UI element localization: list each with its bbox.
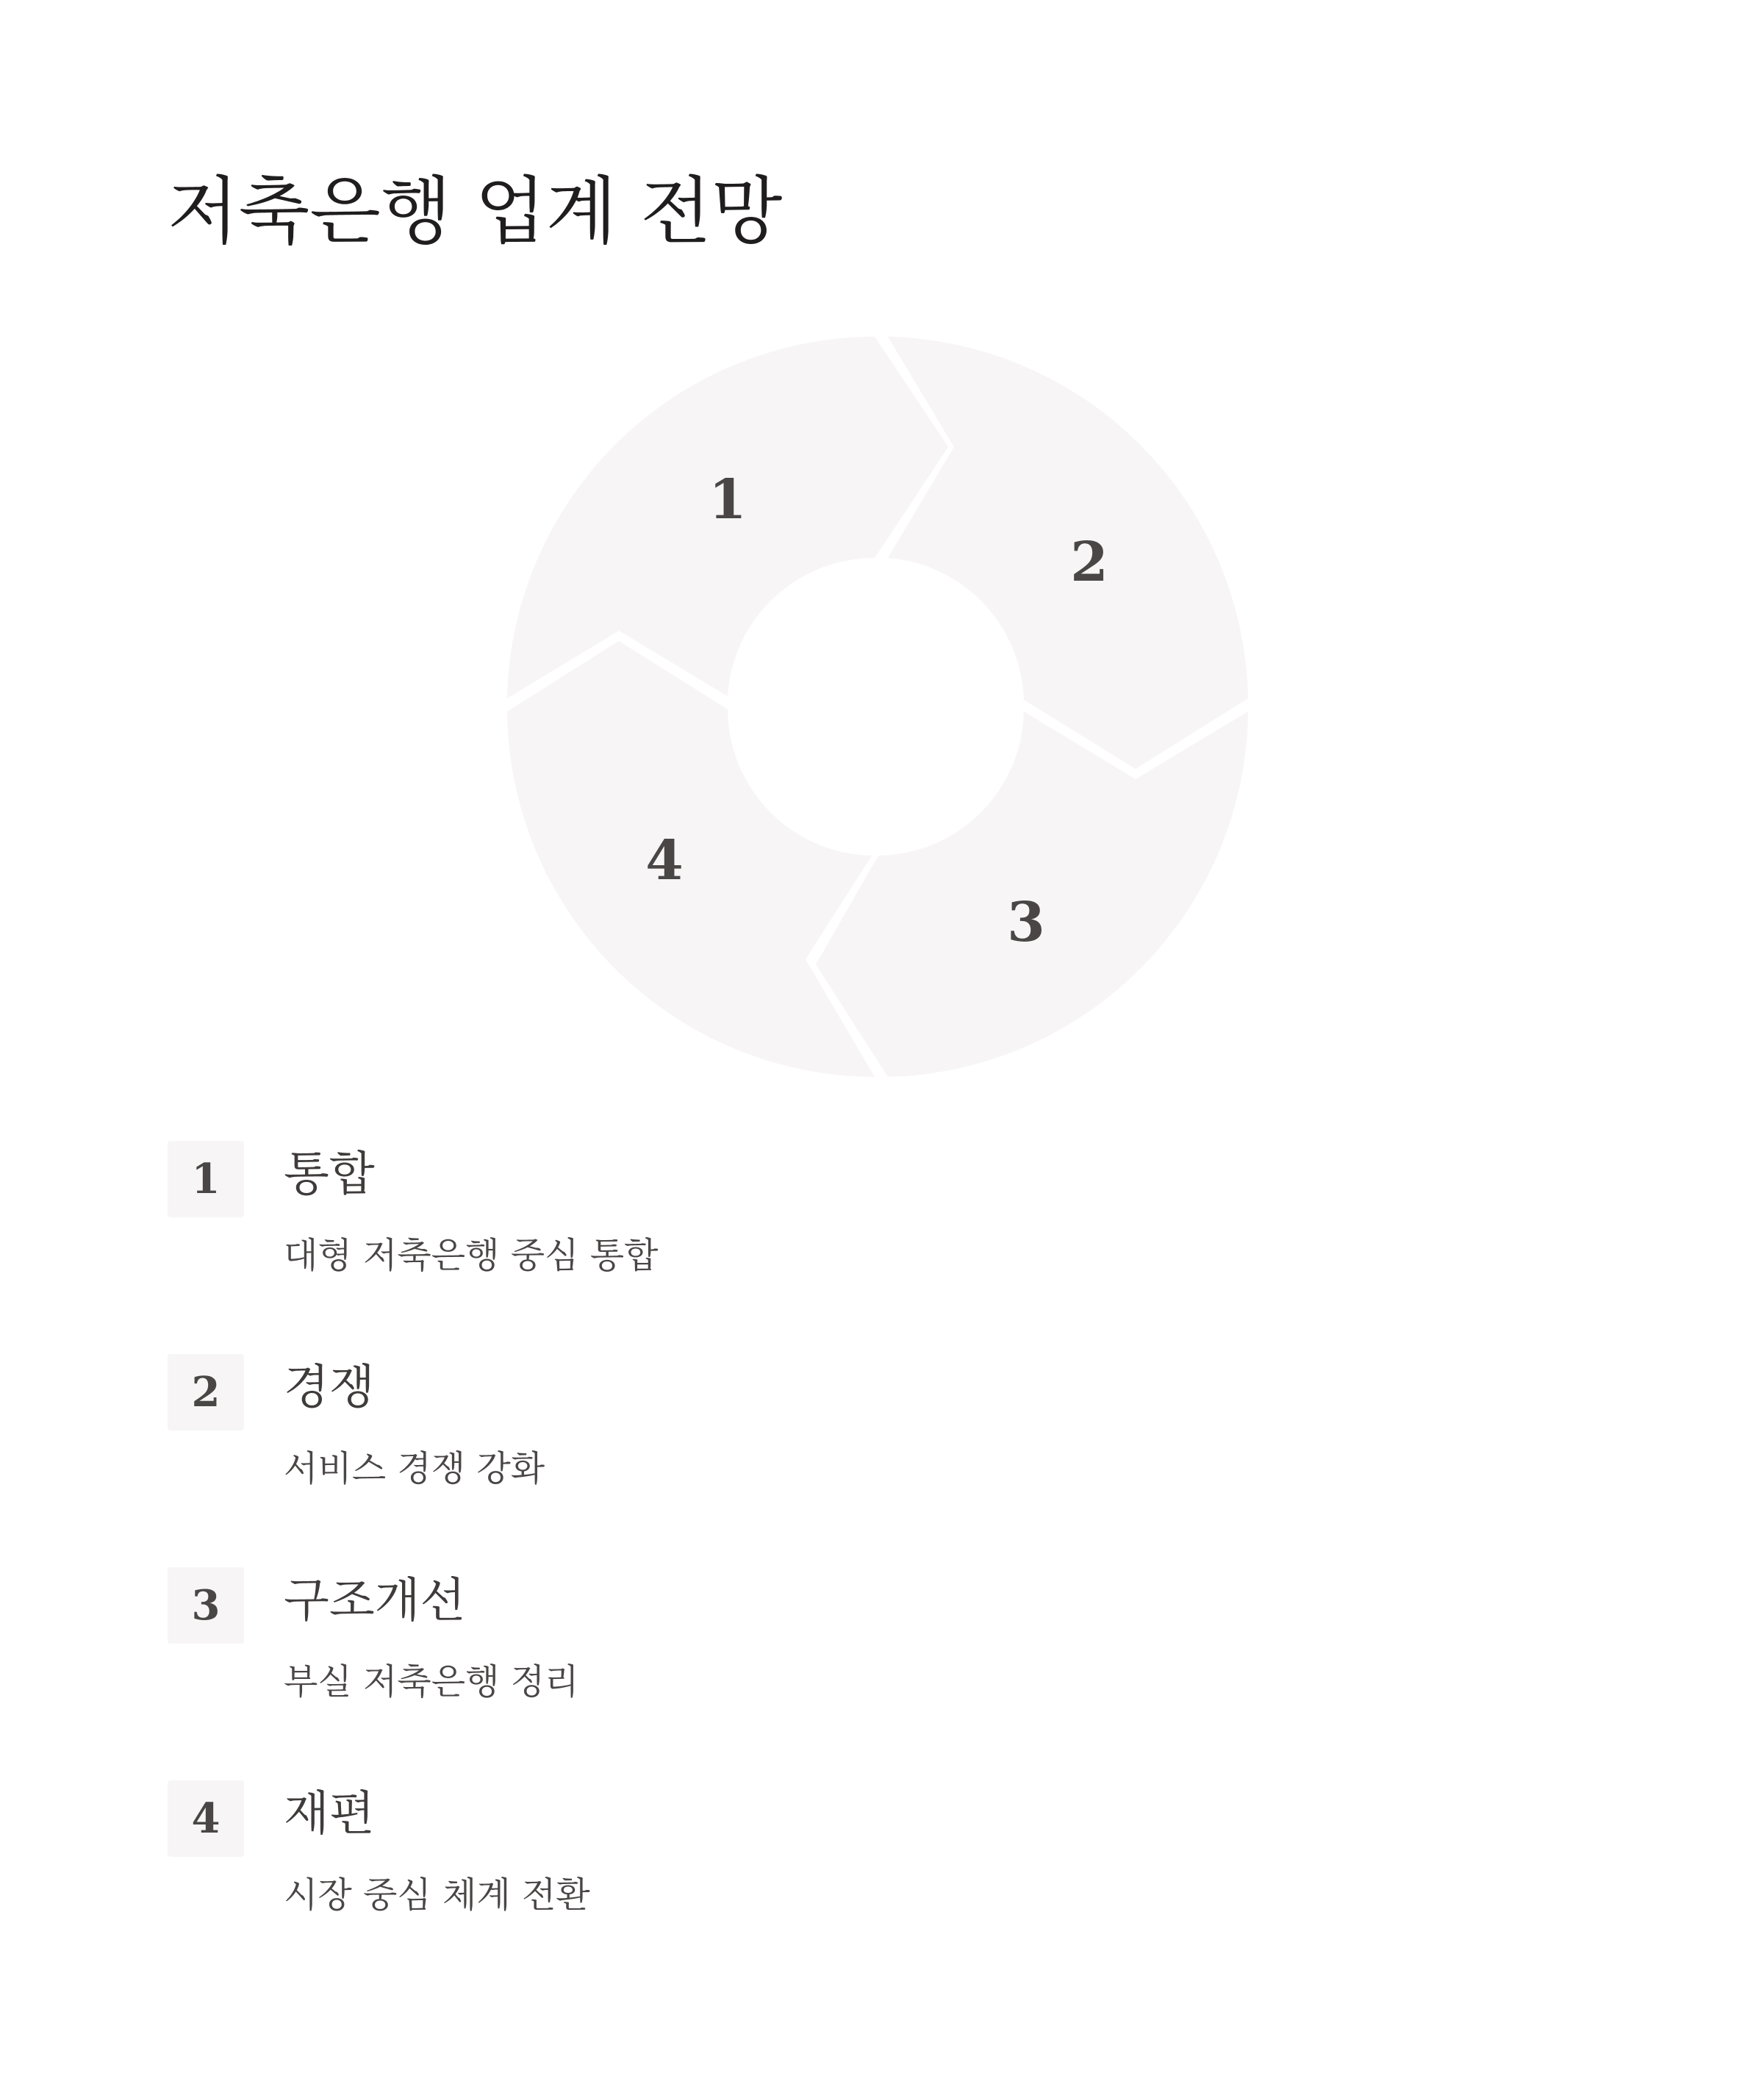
legend-item-2 [168, 1354, 1564, 1567]
legend-item-description: 시장 중심 체계 전환 [284, 1874, 590, 1916]
cycle-number-2: 2 [1070, 531, 1108, 594]
legend-number-badge: 2 [168, 1354, 244, 1430]
legend-item-description: 대형 저축은행 중심 통합 [284, 1235, 659, 1276]
cycle-segment-4 [507, 641, 875, 1077]
cycle-segments [507, 337, 1248, 1077]
legend-item-title: 통합 [284, 1147, 375, 1202]
legend-item-3 [168, 1567, 1564, 1780]
cycle-segment-2 [888, 337, 1248, 769]
legend-item-title: 재편 [284, 1787, 375, 1841]
legend-number-badge: 1 [168, 1141, 244, 1217]
legend-item-title: 경쟁 [284, 1361, 375, 1415]
legend [168, 1141, 1564, 1994]
cycle-number-1: 1 [709, 468, 747, 531]
cycle-number-3: 3 [1007, 891, 1045, 954]
legend-item-title: 구조개선 [284, 1574, 466, 1628]
legend-number-badge: 3 [168, 1567, 244, 1644]
legend-item-1 [168, 1141, 1564, 1354]
legend-item-description: 서비스 경쟁 강화 [284, 1448, 545, 1489]
page-title: 저축은행 업계 전망 [168, 168, 783, 254]
legend-item-4 [168, 1780, 1564, 1994]
legend-item-description: 부실 저축은행 정리 [284, 1661, 579, 1702]
cycle-number-4: 4 [645, 829, 684, 892]
legend-number-badge: 4 [168, 1780, 244, 1857]
